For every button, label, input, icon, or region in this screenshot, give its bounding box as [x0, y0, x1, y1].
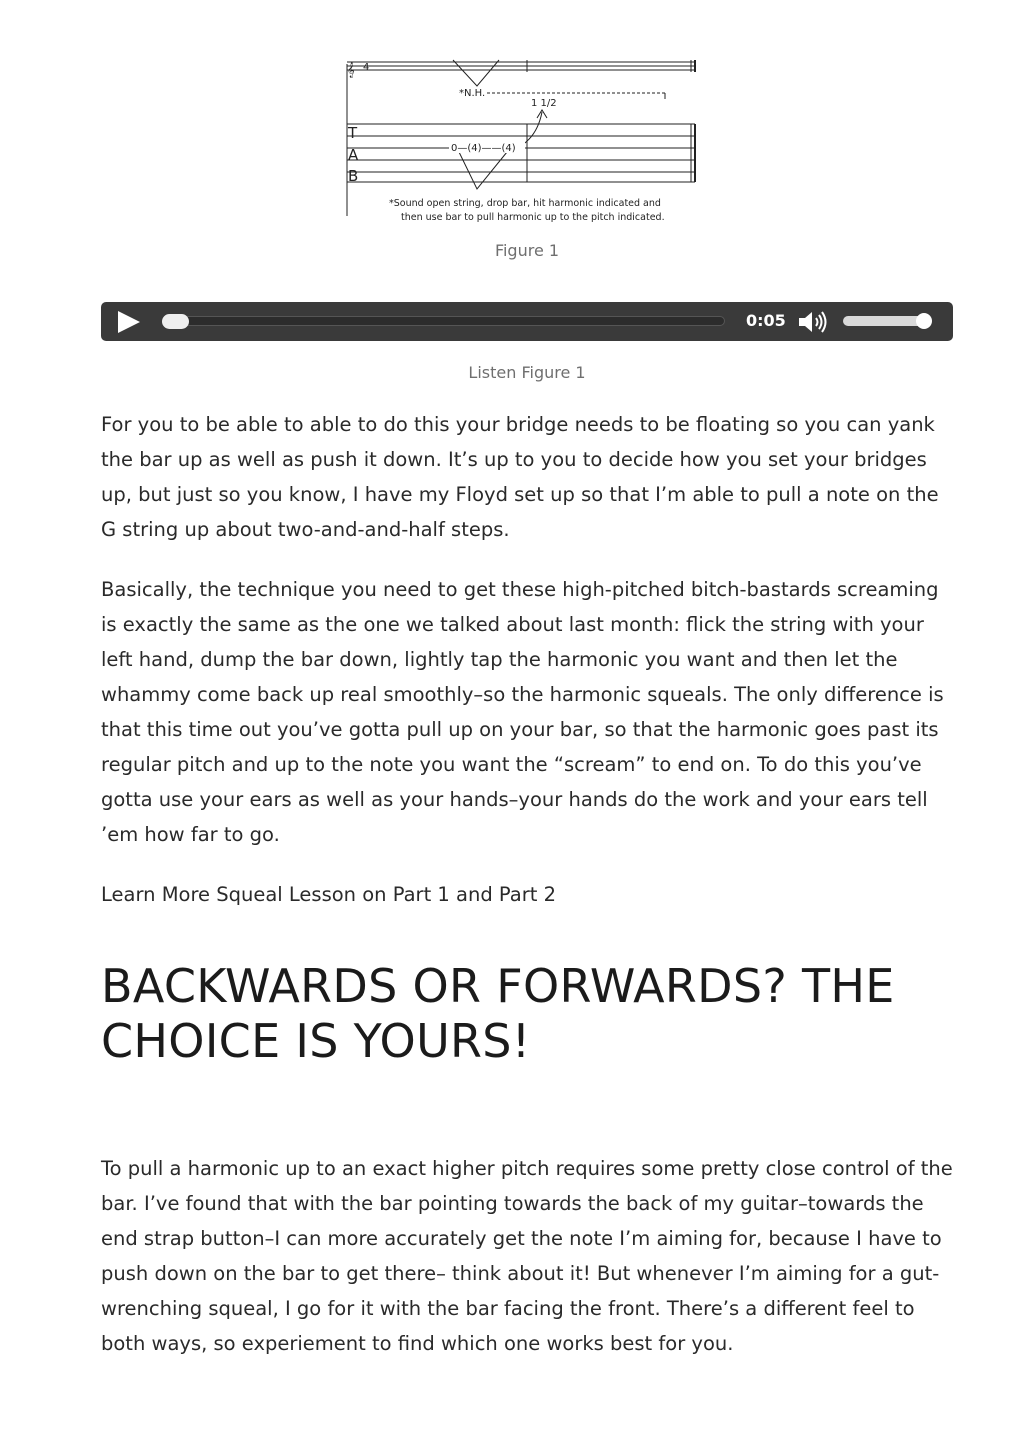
figure-caption: Figure 1 — [494, 241, 560, 260]
volume-icon[interactable] — [797, 310, 829, 334]
tab-letter-b: B — [348, 167, 359, 185]
figure-time-sig: 4 — [363, 62, 370, 73]
learn-more-link[interactable] — [101, 877, 953, 912]
figure-nh-label: *N.H. — [459, 88, 486, 99]
tab-notes: 0—(4)——(4) — [451, 143, 516, 154]
volume-slider[interactable] — [843, 316, 927, 326]
figure-footnote-line1: *Sound open string, drop bar, hit harmonic indicated and — [389, 198, 661, 209]
volume-handle[interactable] — [916, 313, 932, 329]
figure-clef: 𝄞 — [347, 63, 355, 78]
learn-more-text[interactable]: Learn More Squeal Lesson on Part 1 and Part 2 — [101, 883, 557, 906]
paragraph-bar-direction: To pull a harmonic up to an exact higher pitch requires some pretty close control of the bar. I’ve found that with the bar pointing towards the back of my guitar–towards the end strap button–I can more accurately get the note I’m aiming for, because I have to push down on the bar to get there– think about it! But whenever I’m aiming for a gut-wrenching squeal, I go for it with the bar facing the front. There’s a different feel to both ways, so experiement to find which one works best for you. — [101, 1157, 953, 1355]
seek-handle[interactable] — [162, 314, 189, 329]
seek-bar[interactable] — [162, 316, 725, 326]
tablature-figure — [345, 56, 701, 228]
play-icon[interactable] — [118, 311, 140, 333]
tab-letter-t: T — [348, 124, 358, 142]
tab-letter-a: A — [348, 146, 359, 164]
audio-player — [101, 302, 953, 341]
audio-caption: Listen Figure 1 — [468, 363, 586, 382]
audio-time: 0:05 — [746, 311, 786, 330]
figure-footnote-line2: then use bar to pull harmonic up to the pitch indicated. — [401, 212, 665, 223]
section-heading: BACKWARDS OR FORWARDS? THE CHOICE IS YOURS! — [101, 959, 895, 1068]
paragraph-technique: Basically, the technique you need to get these high-pitched bitch-bastards screaming is exactly the same as the one we talked about last month: flick the string with your left hand, dump the bar down, lightly tap the harmonic you want and then let the whammy come back up real smoothly–so the harmonic squeals. The only difference is that this time out you’ve gotta pull up on your bar, so that the harmonic goes past its regular pitch and up to the note you want the “scream” to end on. To do this you’ve gotta use your ears as well as your hands–your hands do the work and your ears tell ’em how far to go. — [101, 578, 944, 846]
paragraph-bridge-floating: For you to be able to able to do this your bridge needs to be floating so you can yank the bar up as well as push it down. It’s up to you to decide how you set your bridges up, but just so you know, I have my Floyd set up so that I’m able to pull a note on the G string up about two-and-and-half steps. — [101, 413, 939, 541]
figure-bend-label: 1 1/2 — [531, 98, 557, 109]
